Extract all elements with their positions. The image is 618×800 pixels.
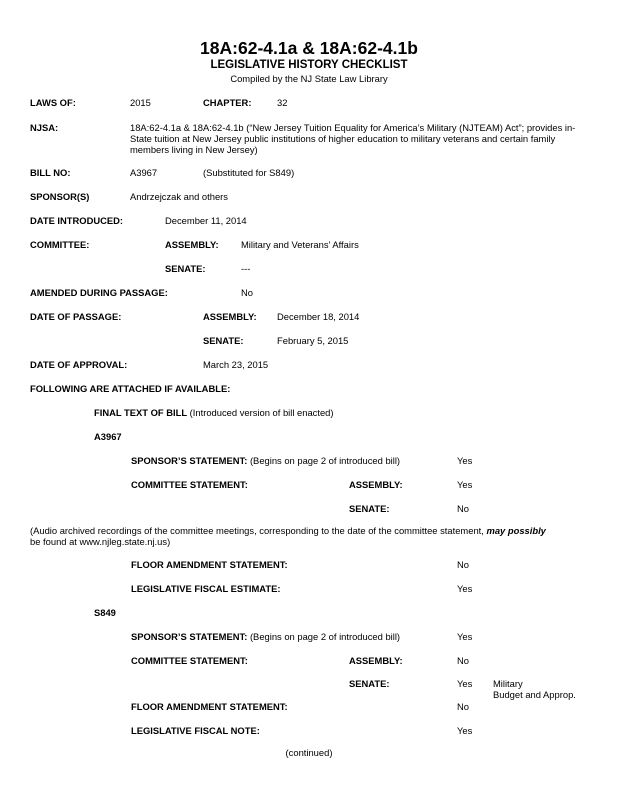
s849-floor-value: No [457,701,469,712]
bill-no-label: BILL NO: [30,167,71,178]
s849-senate-value: Yes [457,678,473,689]
bill-no-value: A3967 [130,167,158,178]
passage-assembly-label: ASSEMBLY: [203,311,257,322]
date-introduced-value: December 11, 2014 [165,215,247,226]
audio-note-text: (Audio archived recordings of the committee meetings, corresponding to the date of the committee statement, [30,525,484,536]
a3967-sponsor-label: SPONSOR’S STATEMENT: [131,455,248,466]
chapter-label: CHAPTER: [203,97,252,108]
passage-senate-label: SENATE: [203,335,244,346]
s849-committee-label: COMMITTEE STATEMENT: [131,655,248,666]
s849-senate-committee-1: Military [493,678,523,689]
sponsors-label: SPONSOR(S) [30,191,90,202]
s849-sponsor-note: (Begins on page 2 of introduced bill) [249,631,401,642]
a3967-heading: A3967 [94,431,122,442]
page-title: 18A:62-4.1a & 18A:62-4.1b [200,38,418,58]
s849-fiscal-label: LEGISLATIVE FISCAL NOTE: [131,725,260,736]
final-text-row [94,407,334,418]
njsa-line-1: 18A:62-4.1a & 18A:62-4.1b (“New Jersey Tuition Equality for America’s Military (NJTEAM) Act”; provides in- [130,122,576,133]
s849-heading: S849 [94,607,116,618]
committee-senate-label: SENATE: [165,263,206,274]
amended-value: No [241,287,253,298]
s849-floor-label: FLOOR AMENDMENT STATEMENT: [131,701,288,712]
a3967-fiscal-value: Yes [457,583,473,594]
committee-senate-value: --- [241,263,251,274]
a3967-sponsor-row [131,455,400,466]
s849-senate-label: SENATE: [349,678,390,689]
s849-sponsor-row [131,631,400,642]
bill-no-note: (Substituted for S849) [203,167,295,178]
a3967-assembly-value: Yes [457,479,473,490]
s849-senate-committee-2: Budget and Approp. [493,689,576,700]
audio-note-line-1 [30,525,546,536]
committee-assembly-label: ASSEMBLY: [165,239,219,250]
committee-assembly-value: Military and Veterans’ Affairs [241,239,359,250]
attached-heading: FOLLOWING ARE ATTACHED IF AVAILABLE: [30,383,231,394]
final-text-label: FINAL TEXT OF BILL [94,407,188,418]
passage-assembly-value: December 18, 2014 [277,311,360,322]
njsa-label: NJSA: [30,122,59,133]
final-text-note: (Introduced version of bill enacted) [189,407,334,418]
njsa-line-2: State tuition at New Jersey public institutions of higher education to military veterans and certain family [130,133,556,144]
a3967-floor-label: FLOOR AMENDMENT STATEMENT: [131,559,288,570]
chapter-value: 32 [277,97,288,108]
date-of-approval-value: March 23, 2015 [203,359,269,370]
continued-note: (continued) [285,747,333,758]
s849-assembly-value: No [457,655,469,666]
a3967-senate-value: No [457,503,469,514]
s849-sponsor-label: SPONSOR’S STATEMENT: [131,631,248,642]
sponsors-value: Andrzejczak and others [130,191,228,202]
s849-assembly-label: ASSEMBLY: [349,655,403,666]
a3967-fiscal-label: LEGISLATIVE FISCAL ESTIMATE: [131,583,281,594]
committee-label: COMMITTEE: [30,239,90,250]
date-of-passage-label: DATE OF PASSAGE: [30,311,122,322]
laws-of-value: 2015 [130,97,151,108]
s849-sponsor-value: Yes [457,631,473,642]
laws-of-label: LAWS OF: [30,97,76,108]
a3967-floor-value: No [457,559,469,570]
passage-senate-value: February 5, 2015 [277,335,349,346]
a3967-assembly-label: ASSEMBLY: [349,479,403,490]
date-of-approval-label: DATE OF APPROVAL: [30,359,128,370]
date-introduced-label: DATE INTRODUCED: [30,215,124,226]
page-subtitle: LEGISLATIVE HISTORY CHECKLIST [210,59,408,71]
a3967-committee-label: COMMITTEE STATEMENT: [131,479,248,490]
s849-fiscal-value: Yes [457,725,473,736]
a3967-sponsor-note: (Begins on page 2 of introduced bill) [249,455,401,466]
audio-note-line-2: be found at www.njleg.state.nj.us) [30,536,171,547]
amended-label: AMENDED DURING PASSAGE: [30,287,168,298]
a3967-sponsor-value: Yes [457,455,473,466]
compiled-by: Compiled by the NJ State Law Library [230,73,388,84]
audio-note-emphasis: may possibly [486,525,546,536]
njsa-line-3: members living in New Jersey) [130,144,258,155]
a3967-senate-label: SENATE: [349,503,390,514]
